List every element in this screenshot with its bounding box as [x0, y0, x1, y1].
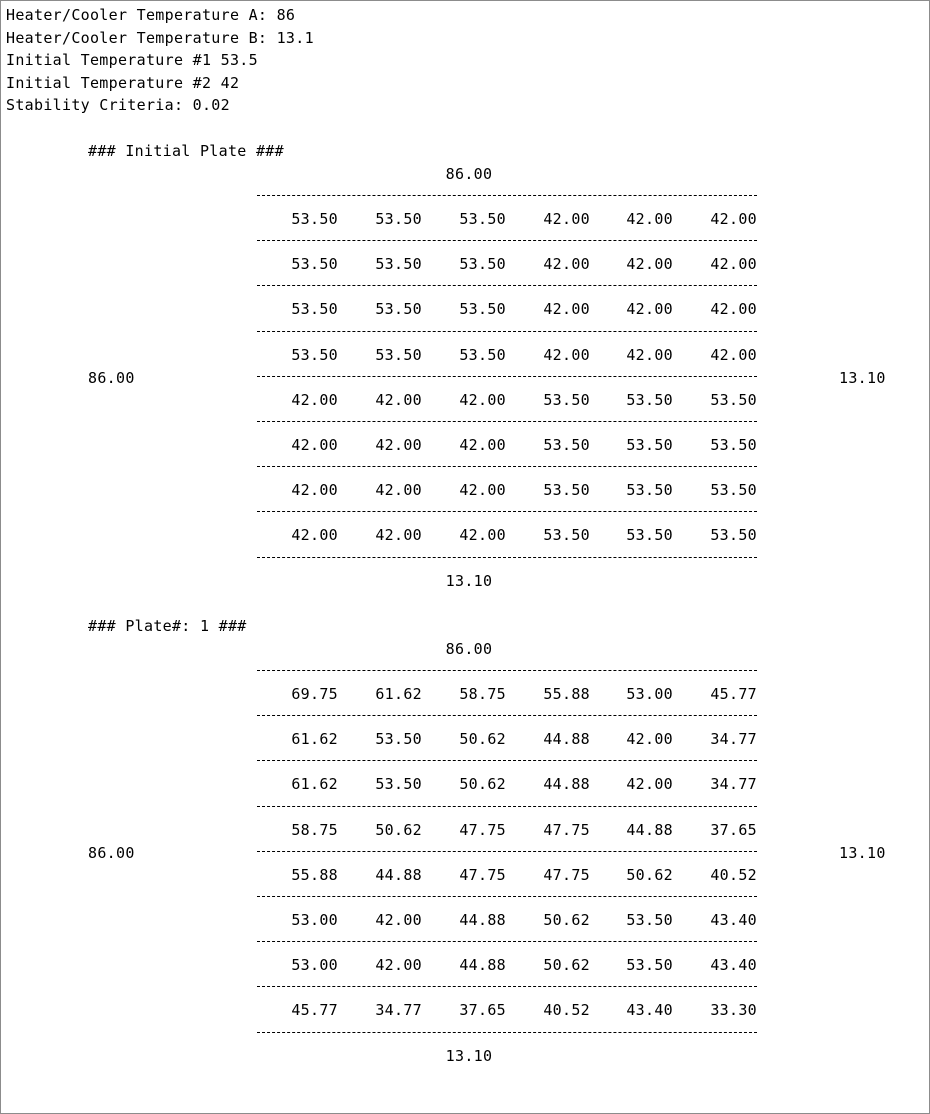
plate-cell: 44.88 [459, 956, 506, 975]
plate-cell: 42.00 [291, 390, 338, 409]
plate-cell: 34.77 [710, 775, 757, 794]
plate-cell: 44.88 [543, 775, 590, 794]
plate-cell: 53.50 [543, 526, 590, 545]
plate-cell: 42.00 [375, 956, 422, 975]
plate-bottom-boundary: 13.10 [445, 1047, 493, 1065]
plate-cell: 43.40 [710, 956, 757, 975]
plate-cell: 53.50 [375, 345, 422, 364]
plate-cell: 42.00 [543, 300, 590, 319]
plate-cell: 53.00 [291, 956, 338, 975]
plate-cell: 42.00 [291, 481, 338, 500]
plate-cell: 53.50 [291, 255, 338, 274]
plate-left-boundary: 86.00 [88, 844, 135, 862]
plate-cell: 42.00 [626, 255, 673, 274]
initial-temp-2-line: Initial Temperature #2 42 [6, 74, 240, 92]
plate-cell: 53.50 [626, 436, 673, 454]
plate-cell: 44.88 [459, 911, 506, 929]
plate-cell: 53.50 [375, 255, 422, 274]
row-separator [257, 285, 757, 286]
plate-cell: 43.40 [710, 911, 757, 929]
plate-cell: 42.00 [291, 436, 338, 454]
plate-bottom-boundary: 13.10 [445, 572, 493, 590]
plate-cell: 53.50 [543, 436, 590, 454]
plate-cell: 53.50 [626, 911, 673, 929]
plate-cell: 42.00 [459, 526, 506, 545]
plate-cell: 42.00 [543, 210, 590, 228]
plate-cell: 45.77 [291, 1001, 338, 1020]
plate-cell: 53.50 [626, 526, 673, 545]
initial-temp-1-line: Initial Temperature #1 53.5 [6, 51, 258, 69]
plate-cell: 42.00 [375, 526, 422, 545]
plate-cell: 42.00 [543, 255, 590, 274]
plate-cell: 53.50 [626, 956, 673, 975]
row-separator [257, 376, 757, 377]
row-separator [257, 240, 757, 241]
plate-cell: 42.00 [459, 481, 506, 500]
plate-cell: 55.88 [291, 865, 338, 884]
plate-cell: 42.00 [710, 210, 757, 228]
plate-cell: 42.00 [375, 390, 422, 409]
plate-cell: 50.62 [459, 730, 506, 749]
plate-cell: 53.50 [710, 390, 757, 409]
plate-cell: 42.00 [375, 911, 422, 929]
plate-cell: 55.88 [543, 685, 590, 703]
plate-cell: 43.40 [626, 1001, 673, 1020]
plate-cell: 50.62 [459, 775, 506, 794]
plate-left-boundary: 86.00 [88, 369, 135, 387]
plate-cell: 53.50 [459, 210, 506, 228]
plate-cell: 42.00 [710, 255, 757, 274]
plate-cell: 53.50 [375, 730, 422, 749]
plate-cell: 42.00 [375, 436, 422, 454]
row-separator [257, 466, 757, 467]
plate-cell: 42.00 [459, 436, 506, 454]
plate-cell: 53.00 [291, 911, 338, 929]
plate-cell: 61.62 [291, 775, 338, 794]
plate-cell: 53.50 [626, 481, 673, 500]
row-separator [257, 941, 757, 942]
row-separator [257, 715, 757, 716]
plate-cell: 50.62 [543, 956, 590, 975]
row-separator [257, 421, 757, 422]
plate-cell: 53.50 [459, 255, 506, 274]
plate-cell: 53.50 [710, 526, 757, 545]
row-separator [257, 806, 757, 807]
plate-cell: 50.62 [543, 911, 590, 929]
plate-cell: 33.30 [710, 1001, 757, 1020]
plate-cell: 37.65 [459, 1001, 506, 1020]
row-separator [257, 670, 757, 671]
plate-cell: 40.52 [710, 865, 757, 884]
row-separator [257, 1032, 757, 1033]
plate-cell: 50.62 [375, 820, 422, 839]
plate-cell: 42.00 [626, 730, 673, 749]
plate-cell: 53.50 [291, 210, 338, 228]
row-separator [257, 331, 757, 332]
stability-criteria-line: Stability Criteria: 0.02 [6, 96, 230, 114]
plate-cell: 61.62 [291, 730, 338, 749]
plate-right-boundary: 13.10 [839, 844, 886, 862]
heater-temp-b-line: Heater/Cooler Temperature B: 13.1 [6, 29, 314, 47]
row-separator [257, 760, 757, 761]
plate-cell: 44.88 [543, 730, 590, 749]
plate-cell: 53.50 [291, 345, 338, 364]
row-separator [257, 195, 757, 196]
plate-cell: 53.50 [543, 481, 590, 500]
plate-cell: 42.00 [710, 300, 757, 319]
plate-cell: 53.50 [375, 210, 422, 228]
plate-cell: 44.88 [626, 820, 673, 839]
plate-cell: 47.75 [543, 820, 590, 839]
plate-cell: 42.00 [291, 526, 338, 545]
plate-cell: 61.62 [375, 685, 422, 703]
plate-cell: 53.50 [375, 300, 422, 319]
plate-right-boundary: 13.10 [839, 369, 886, 387]
plate-cell: 42.00 [626, 300, 673, 319]
plate-cell: 40.52 [543, 1001, 590, 1020]
plate-cell: 42.00 [626, 210, 673, 228]
plate-cell: 42.00 [626, 345, 673, 364]
plate-top-boundary: 86.00 [445, 165, 493, 183]
plate-cell: 53.50 [543, 390, 590, 409]
plate-top-boundary: 86.00 [445, 640, 493, 658]
plate-cell: 42.00 [375, 481, 422, 500]
row-separator [257, 851, 757, 852]
plate-cell: 53.50 [710, 436, 757, 454]
plate-cell: 50.62 [626, 865, 673, 884]
plate-cell: 53.50 [291, 300, 338, 319]
plate-title: ### Plate#: 1 ### [88, 617, 247, 635]
plate-cell: 53.50 [375, 775, 422, 794]
plate-title: ### Initial Plate ### [88, 142, 284, 160]
plate-cell: 42.00 [543, 345, 590, 364]
plate-cell: 53.50 [459, 300, 506, 319]
row-separator [257, 557, 757, 558]
plate-cell: 37.65 [710, 820, 757, 839]
plate-cell: 58.75 [291, 820, 338, 839]
row-separator [257, 896, 757, 897]
plate-cell: 53.50 [459, 345, 506, 364]
plate-cell: 69.75 [291, 685, 338, 703]
plate-cell: 44.88 [375, 865, 422, 884]
plate-cell: 53.50 [710, 481, 757, 500]
plate-cell: 47.75 [543, 865, 590, 884]
plate-cell: 47.75 [459, 820, 506, 839]
plate-cell: 45.77 [710, 685, 757, 703]
plate-cell: 34.77 [710, 730, 757, 749]
plate-cell: 47.75 [459, 865, 506, 884]
plate-cell: 42.00 [459, 390, 506, 409]
plate-cell: 58.75 [459, 685, 506, 703]
plate-cell: 42.00 [710, 345, 757, 364]
plate-cell: 42.00 [626, 775, 673, 794]
row-separator [257, 511, 757, 512]
plate-cell: 53.00 [626, 685, 673, 703]
plate-cell: 34.77 [375, 1001, 422, 1020]
plate-cell: 53.50 [626, 390, 673, 409]
row-separator [257, 986, 757, 987]
heater-temp-a-line: Heater/Cooler Temperature A: 86 [6, 6, 296, 24]
